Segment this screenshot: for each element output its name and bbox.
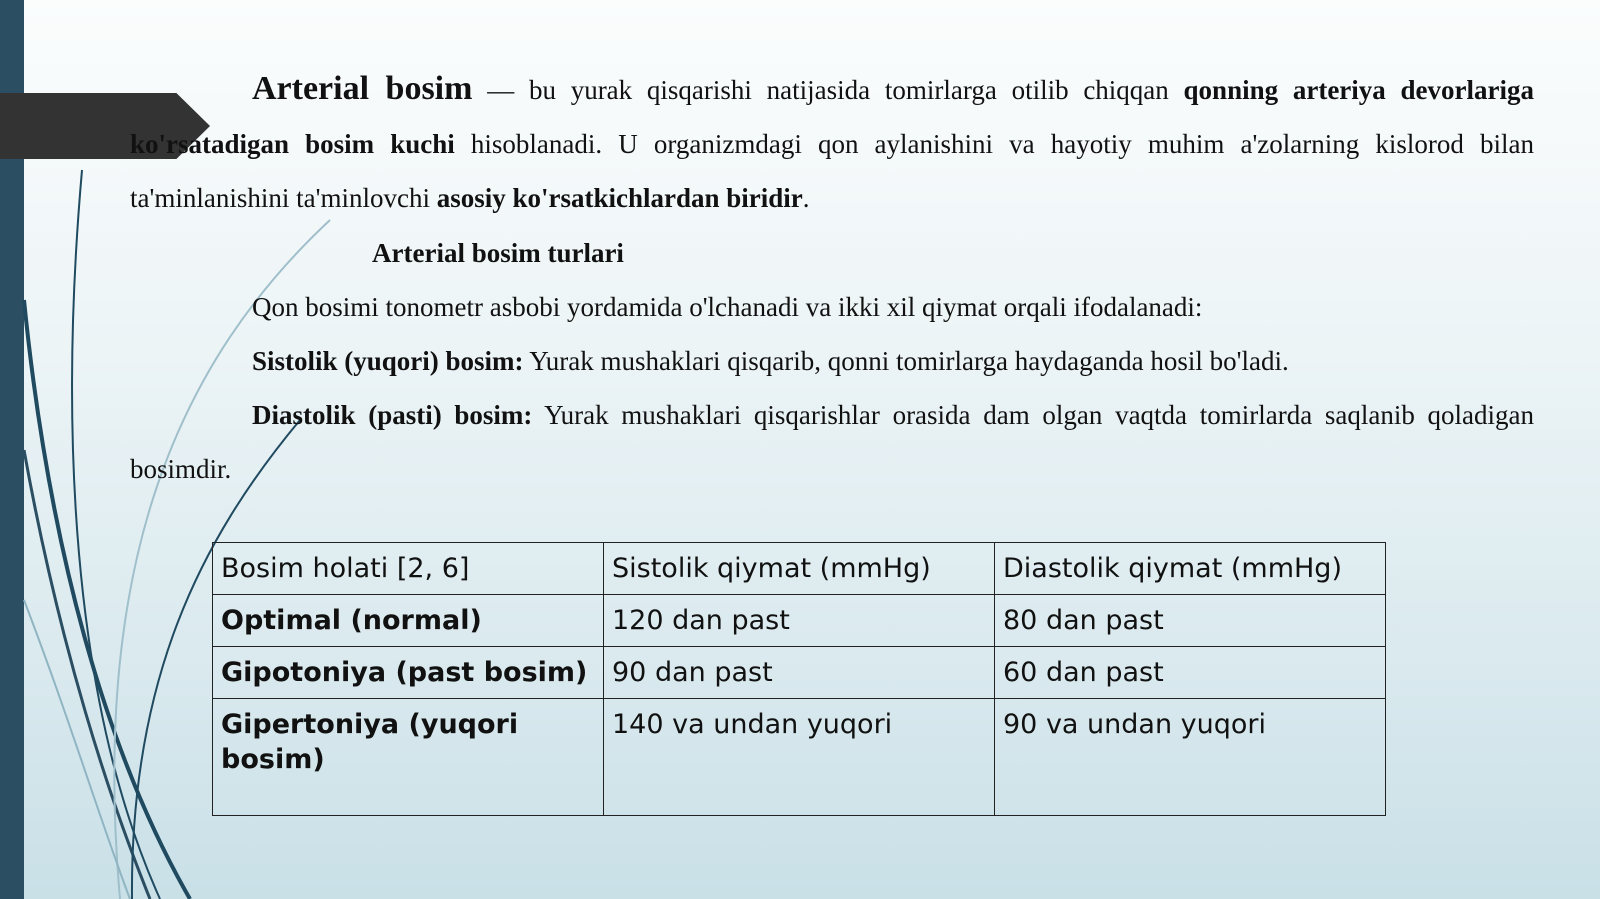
- intro-end: .: [802, 183, 810, 213]
- intro-text-1: bu yurak qisqarishi natijasida tomirlarga otilib chiqqan: [514, 75, 1184, 105]
- table-cell: 60 dan past: [995, 647, 1386, 699]
- diastolic-text: Yurak mushaklari qisqarishlar orasida dam olgan vaqtda tomirlarda saqlanib qoladigan bosimdir.: [130, 400, 1534, 484]
- table-cell: 120 dan past: [604, 595, 995, 647]
- table-cell: 140 va undan yuqori: [604, 699, 995, 816]
- deco-curve: [24, 450, 150, 899]
- table-header-cell: Bosim holati [2, 6]: [213, 543, 604, 595]
- em-dash: —: [487, 75, 515, 105]
- term-title: Arterial bosim: [252, 70, 473, 107]
- systolic-label: Sistolik (yuqori) bosim:: [252, 346, 524, 376]
- systolic-paragraph: [130, 334, 1534, 388]
- table-row-label: Gipertoniya (yuqori bosim): [213, 699, 604, 816]
- table-header-cell: Sistolik qiymat (mmHg): [604, 543, 995, 595]
- table-header-cell: Diastolik qiymat (mmHg): [995, 543, 1386, 595]
- intro-bold-1: qonning arteriya devorlariga ko'rsatadigan bosim kuchi: [130, 75, 1534, 159]
- table-cell: 90 dan past: [604, 647, 995, 699]
- section-subtitle: Arterial bosim turlari: [372, 238, 624, 268]
- table-cell: 90 va undan yuqori: [995, 699, 1386, 816]
- measure-paragraph: Qon bosimi tonometr asbobi yordamida o'lchanadi va ikki xil qiymat orqali ifodalanadi:: [252, 292, 1203, 322]
- table-row: [213, 647, 1386, 699]
- systolic-text: Yurak mushaklari qisqarib, qonni tomirlarga haydaganda hosil bo'ladi.: [523, 346, 1289, 376]
- diastolic-label: Diastolik (pasti) bosim:: [252, 400, 533, 430]
- table-row: [213, 699, 1386, 816]
- blood-pressure-table: [212, 542, 1386, 816]
- table-row-label: Gipotoniya (past bosim): [213, 647, 604, 699]
- table-row: [213, 595, 1386, 647]
- table-cell: 80 dan past: [995, 595, 1386, 647]
- table-header-row: [213, 543, 1386, 595]
- intro-text-2: hisoblanadi. U organizmdagi qon aylanishini va hayotiy muhim a'zolarning kislorod bilan ta'minlanishini ta'minlovchi: [130, 129, 1534, 213]
- table-row-label: Optimal (normal): [213, 595, 604, 647]
- diastolic-paragraph: [130, 388, 1534, 496]
- intro-paragraph: [130, 62, 1534, 225]
- intro-bold-2: asosiy ko'rsatkichlardan biridir: [436, 183, 803, 213]
